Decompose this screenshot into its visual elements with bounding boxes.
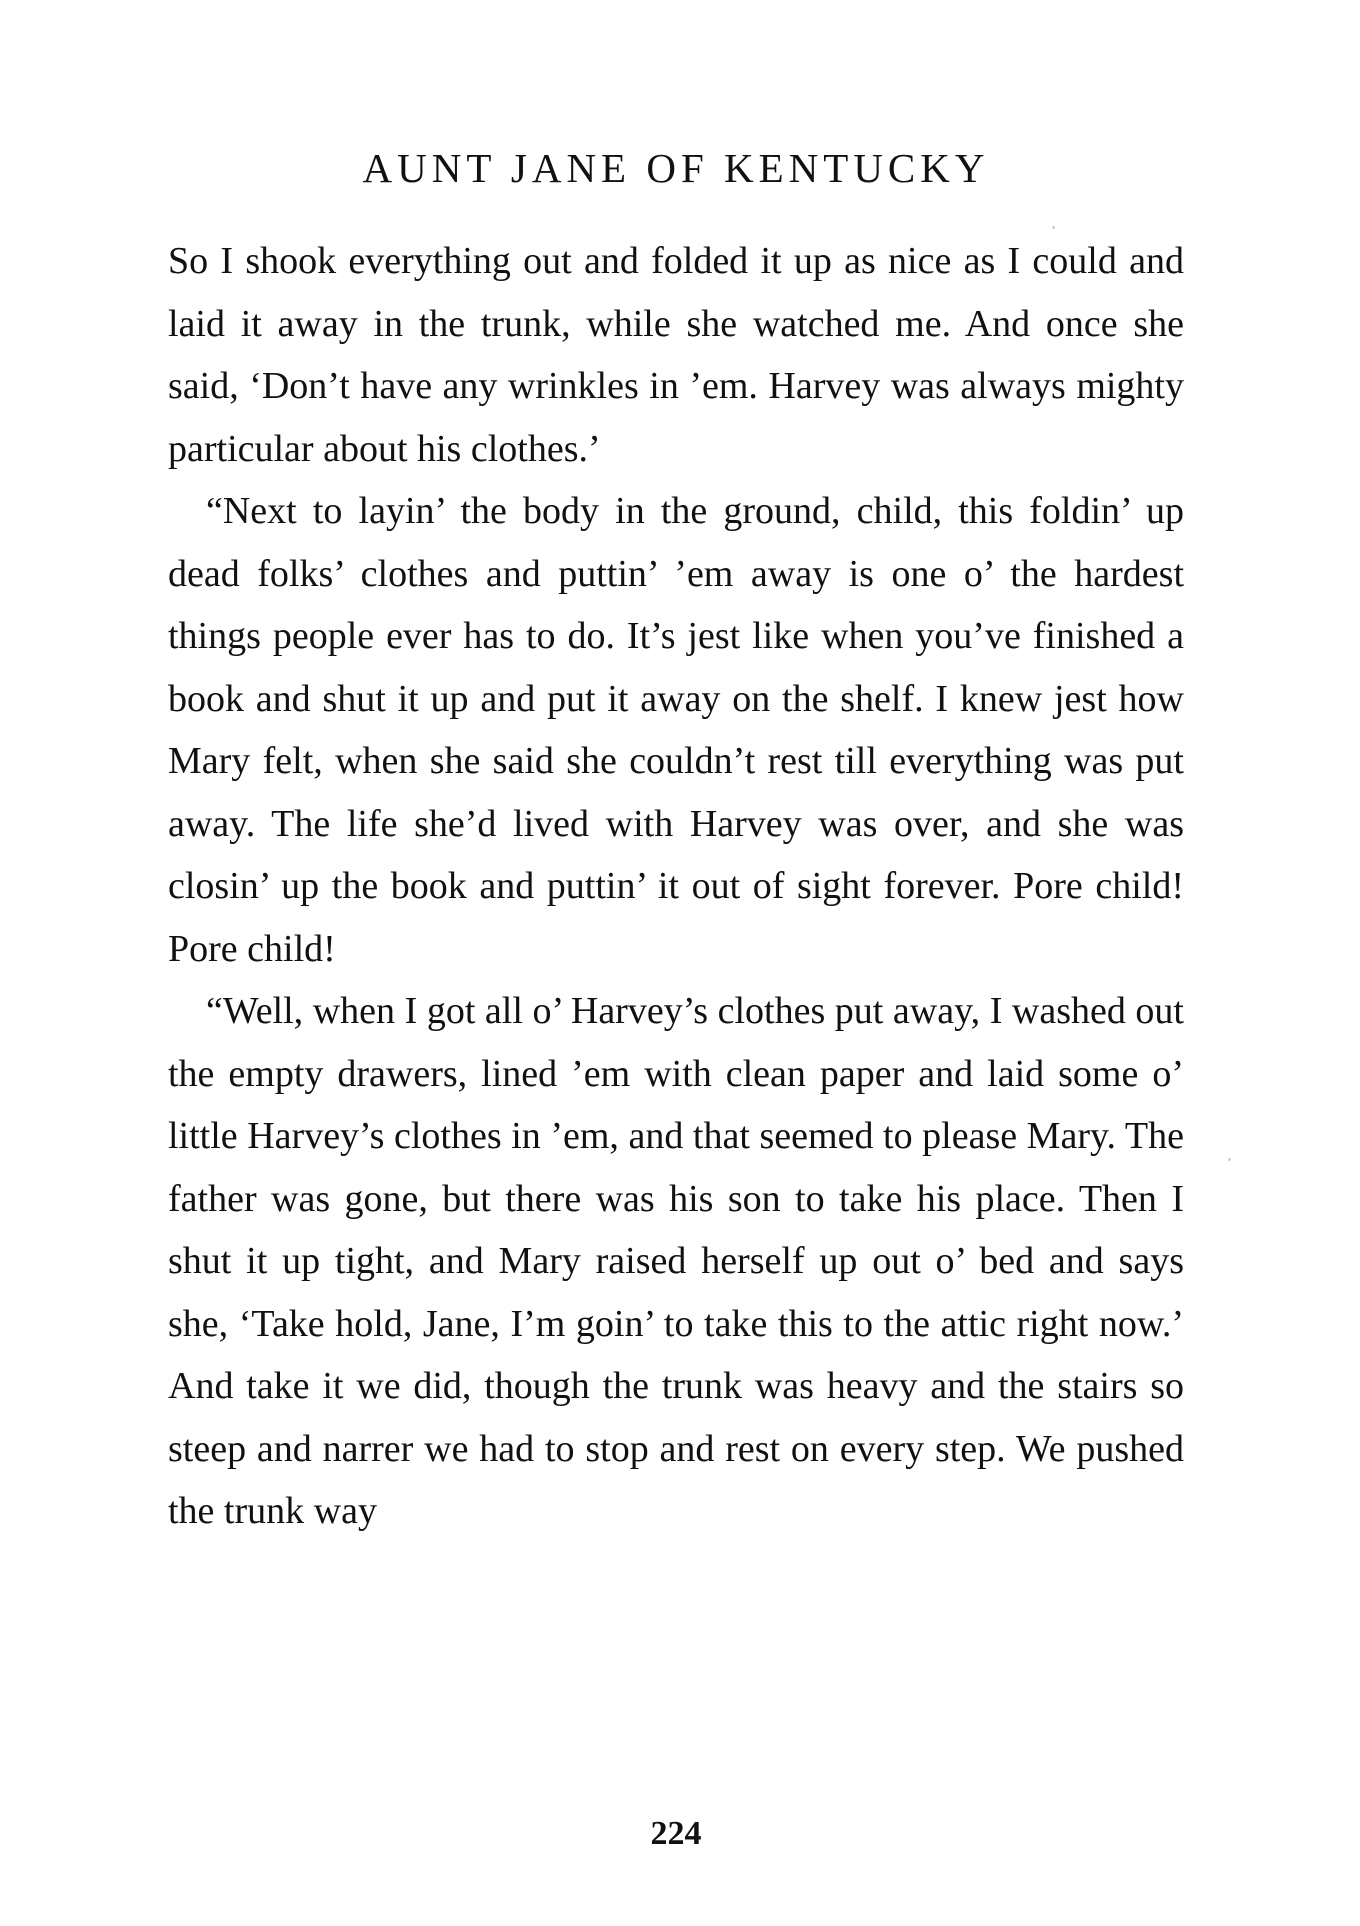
body-text bbox=[168, 230, 1184, 1543]
paragraph-3: “Well, when I got all o’ Harvey’s clothes put away, I washed out the empty drawers, lined ’em with clean paper and laid some o’ little Harvey’s clothes in ’em, and that seemed to please Mary. The father was gone, but there was his son to take his place. Then I shut it up tight, and Mary raised herself up out o’ bed and says she, ‘Take hold, Jane, I’m goin’ to take this to the attic right now.’ And take it we did, though the trunk was heavy and the stairs so steep and narrer we had to stop and rest on every step. We pushed the trunk way bbox=[168, 990, 1184, 1532]
scan-speck bbox=[1052, 226, 1055, 229]
page-number: 224 bbox=[650, 1815, 702, 1852]
paragraph-2: “Next to layin’ the body in the ground, child, this foldin’ up dead folks’ clothes and puttin’ ’em away is one o’ the hardest things people ever has to do. It’s jest like when you’ve finished a book and shut it up and put it away on the shelf. I knew jest how Mary felt, when she said she couldn’t rest till everything was put away. The life she’d lived with Harvey was over, and she was closin’ up the book and puttin’ it out of sight forever. Pore child! Pore child! bbox=[168, 490, 1184, 970]
scan-speck bbox=[1228, 1158, 1231, 1161]
paragraph-1: So I shook everything out and folded it up as nice as I could and laid it away in the trunk, while she watched me. And once she said, ‘Don’t have any wrinkles in ’em. Harvey was always mighty particular about his clothes.’ bbox=[168, 240, 1184, 470]
running-head: AUNT JANE OF KENTUCKY bbox=[362, 145, 990, 191]
